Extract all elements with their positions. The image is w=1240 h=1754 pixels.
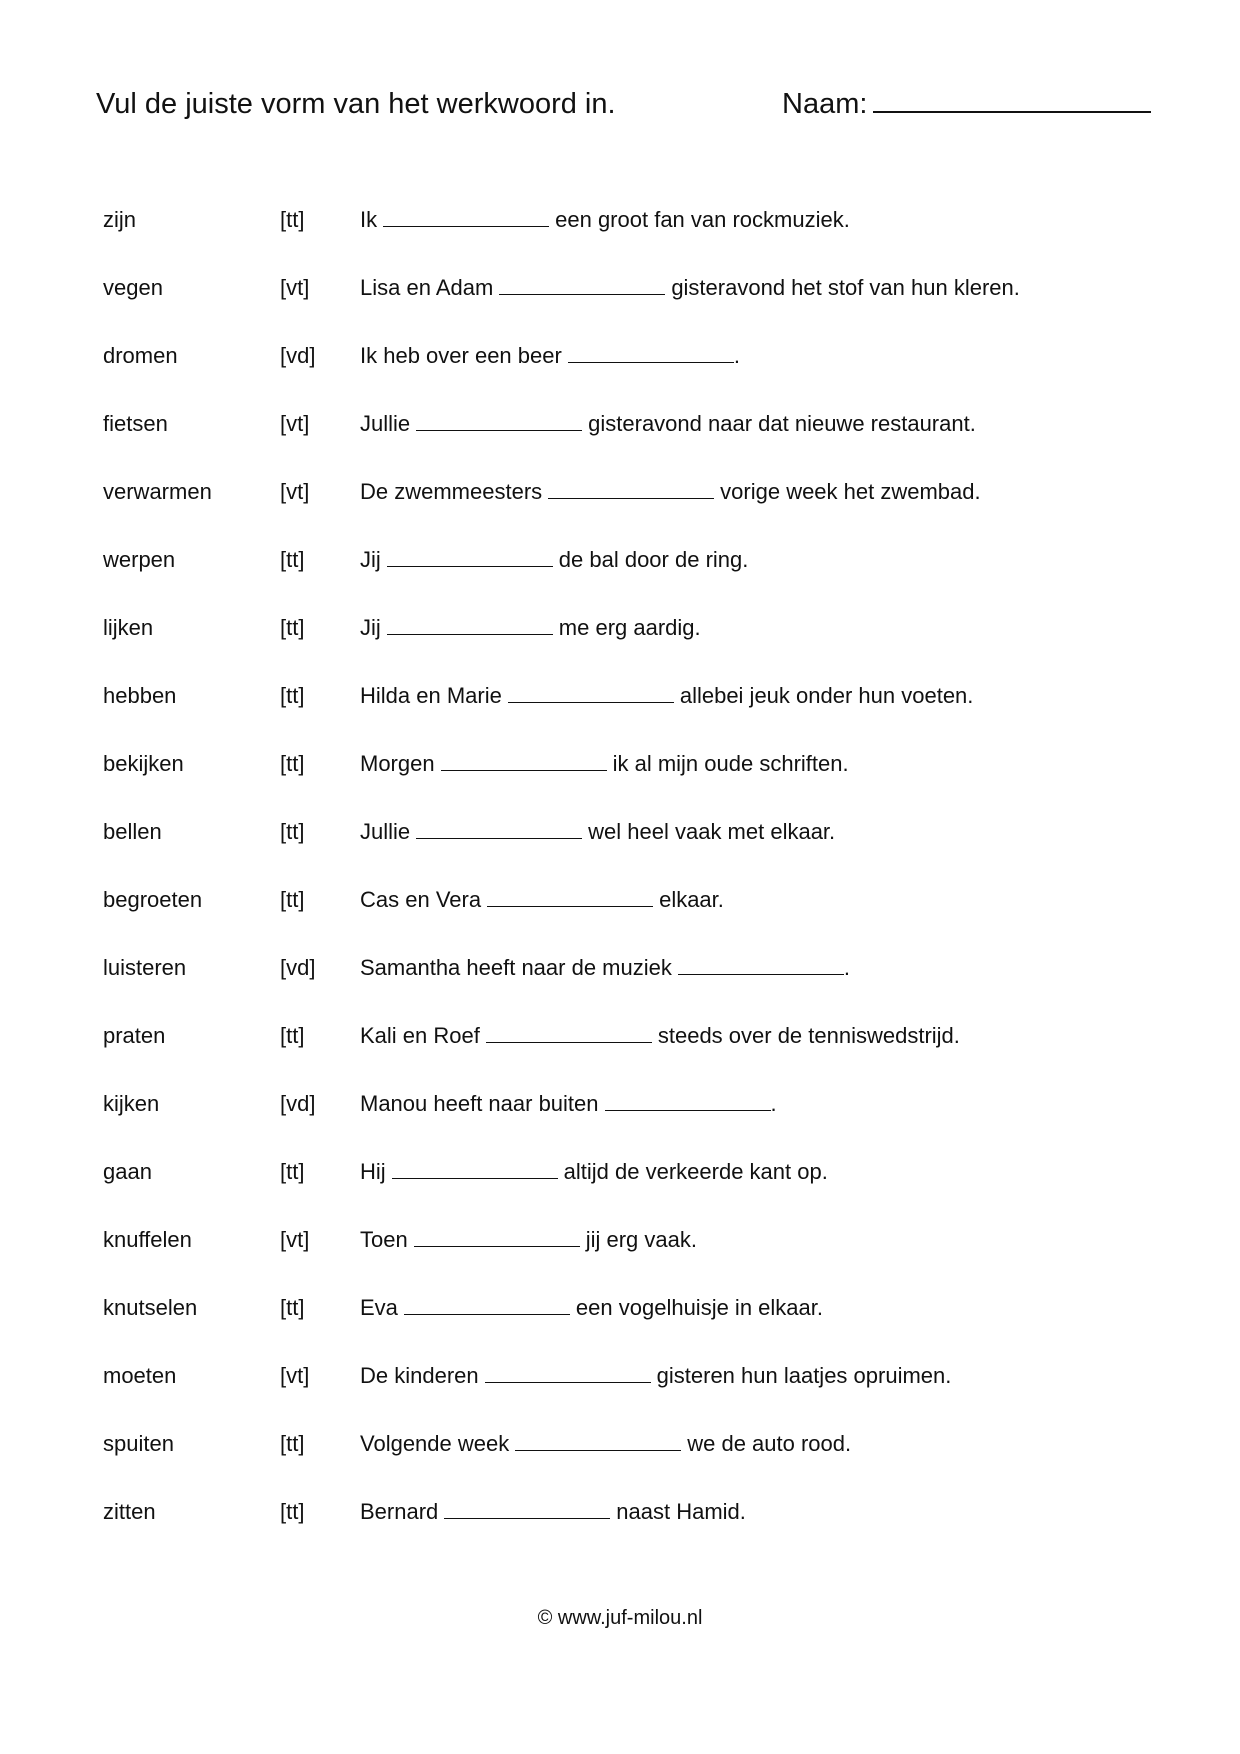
exercise-row bbox=[103, 744, 1163, 812]
verb-infinitive: verwarmen bbox=[103, 479, 212, 504]
exercise-row bbox=[103, 268, 1163, 336]
answer-blank[interactable] bbox=[515, 1428, 681, 1451]
sentence-end: gisteren hun laatjes opruimen. bbox=[656, 1363, 952, 1388]
exercise-sentence bbox=[360, 200, 850, 240]
sentence-start: Eva bbox=[360, 1295, 398, 1320]
verb-infinitive: hebben bbox=[103, 683, 177, 708]
sentence-start: Volgende week bbox=[360, 1431, 510, 1456]
exercise-sentence bbox=[360, 1492, 746, 1532]
verb-infinitive: werpen bbox=[103, 547, 176, 572]
sentence-end: . bbox=[733, 343, 740, 368]
exercise-sentence bbox=[360, 744, 849, 784]
tense-marker: [vt] bbox=[280, 275, 310, 300]
sentence-start: Samantha heeft naar de muziek bbox=[360, 955, 672, 980]
sentence-end: gisteravond het stof van hun kleren. bbox=[671, 275, 1020, 300]
exercise-row bbox=[103, 676, 1163, 744]
sentence-end: steeds over de tenniswedstrijd. bbox=[657, 1023, 960, 1048]
exercise-row bbox=[103, 948, 1163, 1016]
exercise-sentence bbox=[360, 268, 1020, 308]
name-label: Naam: bbox=[782, 88, 868, 120]
answer-blank[interactable] bbox=[485, 1360, 651, 1383]
exercise-sentence bbox=[360, 472, 981, 512]
sentence-start: Hij bbox=[360, 1159, 386, 1184]
exercise-sentence bbox=[360, 1084, 777, 1124]
exercise-row bbox=[103, 1152, 1163, 1220]
exercise-sentence bbox=[360, 880, 724, 920]
sentence-start: Cas en Vera bbox=[360, 887, 482, 912]
answer-blank[interactable] bbox=[486, 1020, 652, 1043]
sentence-start: Toen bbox=[360, 1227, 408, 1252]
exercise-sentence bbox=[360, 1288, 823, 1328]
verb-infinitive: bekijken bbox=[103, 751, 184, 776]
copyright-footer: © www.juf-milou.nl bbox=[537, 1607, 703, 1629]
sentence-end: allebei jeuk onder hun voeten. bbox=[679, 683, 974, 708]
exercise-row bbox=[103, 1084, 1163, 1152]
exercise-sentence bbox=[360, 948, 850, 988]
exercise-sentence bbox=[360, 404, 976, 444]
verb-infinitive: knuffelen bbox=[103, 1227, 192, 1252]
exercise-sentence bbox=[360, 812, 835, 852]
exercise-row bbox=[103, 1288, 1163, 1356]
answer-blank[interactable] bbox=[487, 884, 653, 907]
sentence-start: Ik bbox=[360, 207, 378, 232]
exercise-sentence bbox=[360, 540, 748, 580]
answer-blank[interactable] bbox=[568, 340, 734, 363]
answer-blank[interactable] bbox=[414, 1224, 580, 1247]
verb-infinitive: zitten bbox=[103, 1499, 156, 1524]
tense-marker: [tt] bbox=[280, 819, 305, 844]
exercise-row bbox=[103, 608, 1163, 676]
sentence-start: Morgen bbox=[360, 751, 435, 776]
tense-marker: [vd] bbox=[280, 1091, 316, 1116]
answer-blank[interactable] bbox=[404, 1292, 570, 1315]
sentence-end: ik al mijn oude schriften. bbox=[612, 751, 849, 776]
tense-marker: [tt] bbox=[280, 1499, 305, 1524]
sentence-end: een vogelhuisje in elkaar. bbox=[575, 1295, 823, 1320]
verb-infinitive: zijn bbox=[103, 207, 137, 232]
verb-infinitive: knutselen bbox=[103, 1295, 198, 1320]
answer-blank[interactable] bbox=[499, 272, 665, 295]
exercise-row bbox=[103, 200, 1163, 268]
tense-marker: [vt] bbox=[280, 1227, 310, 1252]
verb-infinitive: fietsen bbox=[103, 411, 168, 436]
sentence-end: elkaar. bbox=[659, 887, 724, 912]
worksheet-title: Vul de juiste vorm van het werkwoord in. bbox=[96, 88, 616, 120]
exercise-row bbox=[103, 404, 1163, 472]
sentence-end: gisteravond naar dat nieuwe restaurant. bbox=[588, 411, 976, 436]
tense-marker: [vt] bbox=[280, 479, 310, 504]
answer-blank[interactable] bbox=[383, 204, 549, 227]
tense-marker: [tt] bbox=[280, 1159, 305, 1184]
sentence-start: Manou heeft naar buiten bbox=[360, 1091, 599, 1116]
tense-marker: [tt] bbox=[280, 615, 305, 640]
sentence-end: we de auto rood. bbox=[687, 1431, 852, 1456]
sentence-end: vorige week het zwembad. bbox=[720, 479, 981, 504]
verb-infinitive: spuiten bbox=[103, 1431, 174, 1456]
exercise-row bbox=[103, 336, 1163, 404]
name-blank-line[interactable] bbox=[873, 85, 1151, 113]
answer-blank[interactable] bbox=[508, 680, 674, 703]
exercise-row bbox=[103, 812, 1163, 880]
sentence-end: altijd de verkeerde kant op. bbox=[563, 1159, 828, 1184]
sentence-start: Jullie bbox=[360, 819, 411, 844]
verb-infinitive: gaan bbox=[103, 1159, 152, 1184]
sentence-start: Bernard bbox=[360, 1499, 439, 1524]
tense-marker: [tt] bbox=[280, 1431, 305, 1456]
sentence-end: . bbox=[843, 955, 850, 980]
answer-blank[interactable] bbox=[605, 1088, 771, 1111]
answer-blank[interactable] bbox=[441, 748, 607, 771]
verb-infinitive: luisteren bbox=[103, 955, 187, 980]
sentence-end: jij erg vaak. bbox=[585, 1227, 697, 1252]
answer-blank[interactable] bbox=[548, 476, 714, 499]
sentence-end: naast Hamid. bbox=[616, 1499, 746, 1524]
verb-infinitive: kijken bbox=[103, 1091, 160, 1116]
exercise-row bbox=[103, 540, 1163, 608]
exercise-list bbox=[103, 200, 1163, 1560]
exercise-row bbox=[103, 1424, 1163, 1492]
answer-blank[interactable] bbox=[678, 952, 844, 975]
tense-marker: [tt] bbox=[280, 1295, 305, 1320]
verb-infinitive: begroeten bbox=[103, 887, 203, 912]
sentence-start: De kinderen bbox=[360, 1363, 479, 1388]
exercise-sentence bbox=[360, 1356, 951, 1396]
name-field[interactable] bbox=[782, 84, 1151, 124]
exercise-row bbox=[103, 1220, 1163, 1288]
tense-marker: [vd] bbox=[280, 343, 316, 368]
sentence-start: Kali en Roef bbox=[360, 1023, 480, 1048]
verb-infinitive: moeten bbox=[103, 1363, 177, 1388]
sentence-start: Hilda en Marie bbox=[360, 683, 502, 708]
exercise-sentence bbox=[360, 608, 701, 648]
exercise-row bbox=[103, 1492, 1163, 1560]
tense-marker: [tt] bbox=[280, 547, 305, 572]
exercise-row bbox=[103, 472, 1163, 540]
exercise-sentence bbox=[360, 676, 973, 716]
verb-infinitive: praten bbox=[103, 1023, 166, 1048]
tense-marker: [tt] bbox=[280, 751, 305, 776]
answer-blank[interactable] bbox=[392, 1156, 558, 1179]
exercise-sentence bbox=[360, 1220, 697, 1260]
answer-blank[interactable] bbox=[387, 544, 553, 567]
sentence-start: Jij bbox=[360, 615, 381, 640]
verb-infinitive: vegen bbox=[103, 275, 163, 300]
exercise-row bbox=[103, 1356, 1163, 1424]
tense-marker: [tt] bbox=[280, 207, 305, 232]
sentence-start: Lisa en Adam bbox=[360, 275, 494, 300]
sentence-end: me erg aardig. bbox=[558, 615, 701, 640]
sentence-start: Jij bbox=[360, 547, 381, 572]
exercise-sentence bbox=[360, 1016, 960, 1056]
verb-infinitive: bellen bbox=[103, 819, 162, 844]
sentence-end: de bal door de ring. bbox=[558, 547, 749, 572]
verb-infinitive: lijken bbox=[103, 615, 154, 640]
answer-blank[interactable] bbox=[444, 1496, 610, 1519]
sentence-start: Ik heb over een beer bbox=[360, 343, 562, 368]
tense-marker: [tt] bbox=[280, 1023, 305, 1048]
exercise-sentence bbox=[360, 1152, 828, 1192]
sentence-end: een groot fan van rockmuziek. bbox=[555, 207, 850, 232]
sentence-end: . bbox=[770, 1091, 777, 1116]
answer-blank[interactable] bbox=[387, 612, 553, 635]
worksheet-header bbox=[96, 84, 1156, 124]
sentence-start: Jullie bbox=[360, 411, 411, 436]
tense-marker: [vd] bbox=[280, 955, 316, 980]
tense-marker: [vt] bbox=[280, 1363, 310, 1388]
exercise-sentence bbox=[360, 1424, 851, 1464]
verb-infinitive: dromen bbox=[103, 343, 178, 368]
exercise-row bbox=[103, 880, 1163, 948]
exercise-row bbox=[103, 1016, 1163, 1084]
answer-blank[interactable] bbox=[416, 408, 582, 431]
sentence-end: wel heel vaak met elkaar. bbox=[588, 819, 836, 844]
tense-marker: [tt] bbox=[280, 683, 305, 708]
exercise-sentence bbox=[360, 336, 740, 376]
tense-marker: [tt] bbox=[280, 887, 305, 912]
answer-blank[interactable] bbox=[416, 816, 582, 839]
sentence-start: De zwemmeesters bbox=[360, 479, 543, 504]
tense-marker: [vt] bbox=[280, 411, 310, 436]
